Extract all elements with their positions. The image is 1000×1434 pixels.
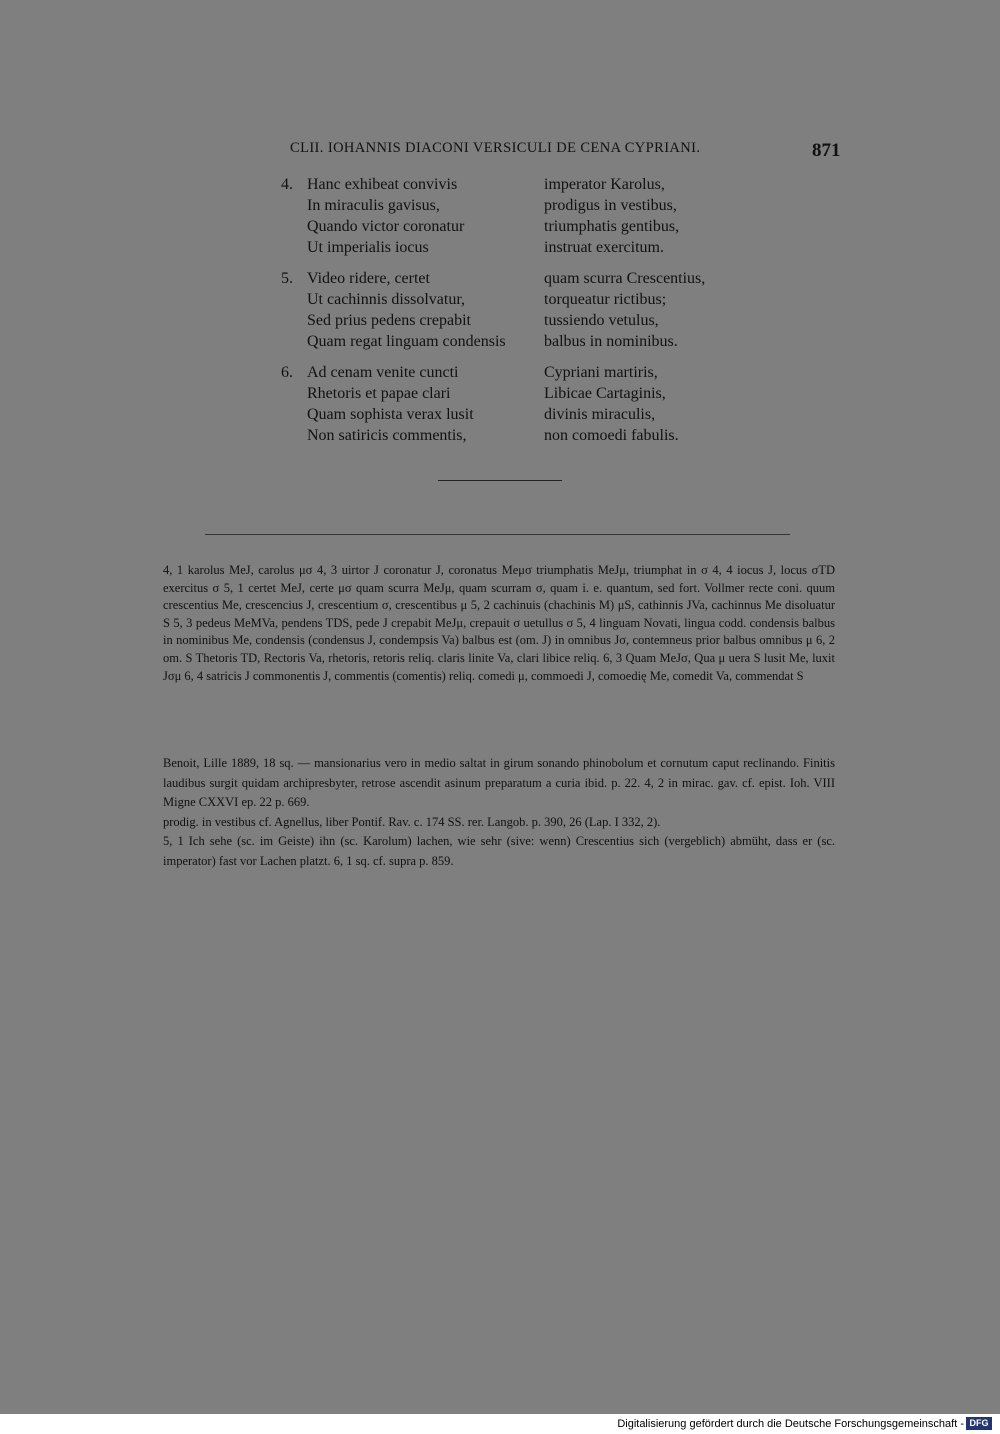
verse-second-half: divinis miraculis, bbox=[544, 406, 656, 423]
verse-first-half: In miraculis gavisus, bbox=[307, 197, 440, 214]
verse-first-half: Video ridere, certet bbox=[307, 270, 430, 287]
note-line: Benoit, Lille 1889, 18 sq. — mansionarius vero in medio saltat in girum sonando phinobolum et cornutum caput reclinando. Finitis laudibus surgit quidam archipresbyter, retrose ascendit asinum preparatum a curia ibid. p. 22. 4, 2 in mirac. gav. cf. epist. Ioh. VIII Migne CXXVI ep. 22 p. 669. bbox=[163, 756, 835, 810]
verse-first-half: Sed prius pedens crepabit bbox=[307, 312, 471, 329]
apparatus-text: 4, 1 karolus MeJ, carolus μσ 4, 3 uirtor J coronatur J, coronatus Meμσ triumphatis MeJμ, triumphat in σ 4, 4 iocus J, locus σTD exercitus σ 5, 1 certet MeJ, certe μσ quam scurra MeJμ, quam scurram σ, quam i. e. quantum, sed fort. Vollmer recte coni. quum crescentius Me, crescencius J, crescentium σ, crescentibus μ 5, 2 cachinuis (chachinis M) μS, cathinnis JVa, cachinnus Me disoluatur S 5, 3 pedeus MeMVa, pendens TDS, pede J crepabit MeJμ, crepauit σ uetullus σ 5, 4 linguam Novati, lingua codd. condensis balbus in nominibus Me, condensis (condensus J, condempsis Va) balbus est (om. J) in omnibus Jσ, contemneus prior balbus omnibus μ 6, 2 om. S Thetoris TD, Rectoris Va, rhetoris, retoris reliq. claris linite Va, clari libice reliq. 6, 3 Quam MeJσ, Qua μ uera S lusit Me, luxit Jσμ 6, 4 satricis J commonentis J, commentis (comentis) reliq. comedi μ, commoedi J, comoedię Me, comedit Va, commendat S bbox=[163, 563, 835, 683]
verse-second-half: Cypriani martiris, bbox=[544, 364, 658, 381]
critical-apparatus bbox=[163, 562, 835, 685]
note-line: 5, 1 Ich sehe (sc. im Geiste) ihn (sc. Karolum) lachen, wie sehr (sive: wenn) Crescentius sich (vergeblich) abmüht, dass er (sc. imperator) fast vor Lachen platzt. 6, 1 sq. cf. supra p. 859. bbox=[163, 834, 835, 868]
verse-second-half: triumphatis gentibus, bbox=[544, 218, 680, 235]
stanza-number: 6. bbox=[281, 364, 293, 381]
verse-line bbox=[281, 218, 741, 239]
stanza-number: 5. bbox=[281, 270, 293, 287]
apparatus-divider bbox=[205, 534, 790, 535]
footer-bar bbox=[0, 1414, 1000, 1434]
stanza bbox=[281, 270, 741, 354]
verse-second-half: instruat exercitum. bbox=[544, 239, 664, 256]
source-notes bbox=[163, 754, 835, 872]
verse-line bbox=[281, 312, 741, 333]
verse-first-half: Non satiricis commentis, bbox=[307, 427, 467, 444]
page-number: 871 bbox=[812, 140, 841, 161]
verse-second-half: Libicae Cartaginis, bbox=[544, 385, 666, 402]
running-title: CLII. IOHANNIS DIACONI VERSICULI DE CENA CYPRIANI. bbox=[290, 140, 701, 156]
verse-second-half: torqueatur rictibus; bbox=[544, 291, 667, 308]
verse-first-half: Quam regat linguam condensis bbox=[307, 333, 506, 350]
verse-first-half: Ut imperialis iocus bbox=[307, 239, 429, 256]
stanza bbox=[281, 364, 741, 448]
verse-line bbox=[281, 270, 741, 291]
stanza bbox=[281, 176, 741, 260]
verse-line bbox=[281, 197, 741, 218]
verse-line bbox=[281, 239, 741, 260]
verse-line bbox=[281, 364, 741, 385]
verse-first-half: Ad cenam venite cuncti bbox=[307, 364, 459, 381]
verse-line bbox=[281, 291, 741, 312]
verse-second-half: balbus in nominibus. bbox=[544, 333, 678, 350]
verse-line bbox=[281, 333, 741, 354]
note-line: prodig. in vestibus cf. Agnellus, liber Pontif. Rav. c. 174 SS. rer. Langob. p. 390, 26 (Lap. I 332, 2). bbox=[163, 814, 661, 829]
dfg-logo-icon[interactable]: DFG bbox=[966, 1417, 992, 1430]
verse-line bbox=[281, 176, 741, 197]
verse-second-half: tussiendo vetulus, bbox=[544, 312, 659, 329]
verse-second-half: imperator Karolus, bbox=[544, 176, 665, 193]
verse-second-half: prodigus in vestibus, bbox=[544, 197, 677, 214]
verse-first-half: Ut cachinnis dissolvatur, bbox=[307, 291, 465, 308]
verse-first-half: Hanc exhibeat convivis bbox=[307, 176, 458, 193]
verse-line bbox=[281, 385, 741, 406]
stanza-number: 4. bbox=[281, 176, 293, 193]
end-of-poem-rule bbox=[438, 480, 562, 481]
verse-first-half: Rhetoris et papae clari bbox=[307, 385, 451, 402]
verse-line bbox=[281, 427, 741, 448]
verse-line bbox=[281, 406, 741, 427]
verse-second-half: non comoedi fabulis. bbox=[544, 427, 679, 444]
verse-second-half: quam scurra Crescentius, bbox=[544, 270, 706, 287]
verse-first-half: Quando victor coronatur bbox=[307, 218, 465, 235]
verse-first-half: Quam sophista verax lusit bbox=[307, 406, 474, 423]
funding-notice: Digitalisierung gefördert durch die Deutsche Forschungsgemeinschaft - bbox=[617, 1418, 964, 1430]
